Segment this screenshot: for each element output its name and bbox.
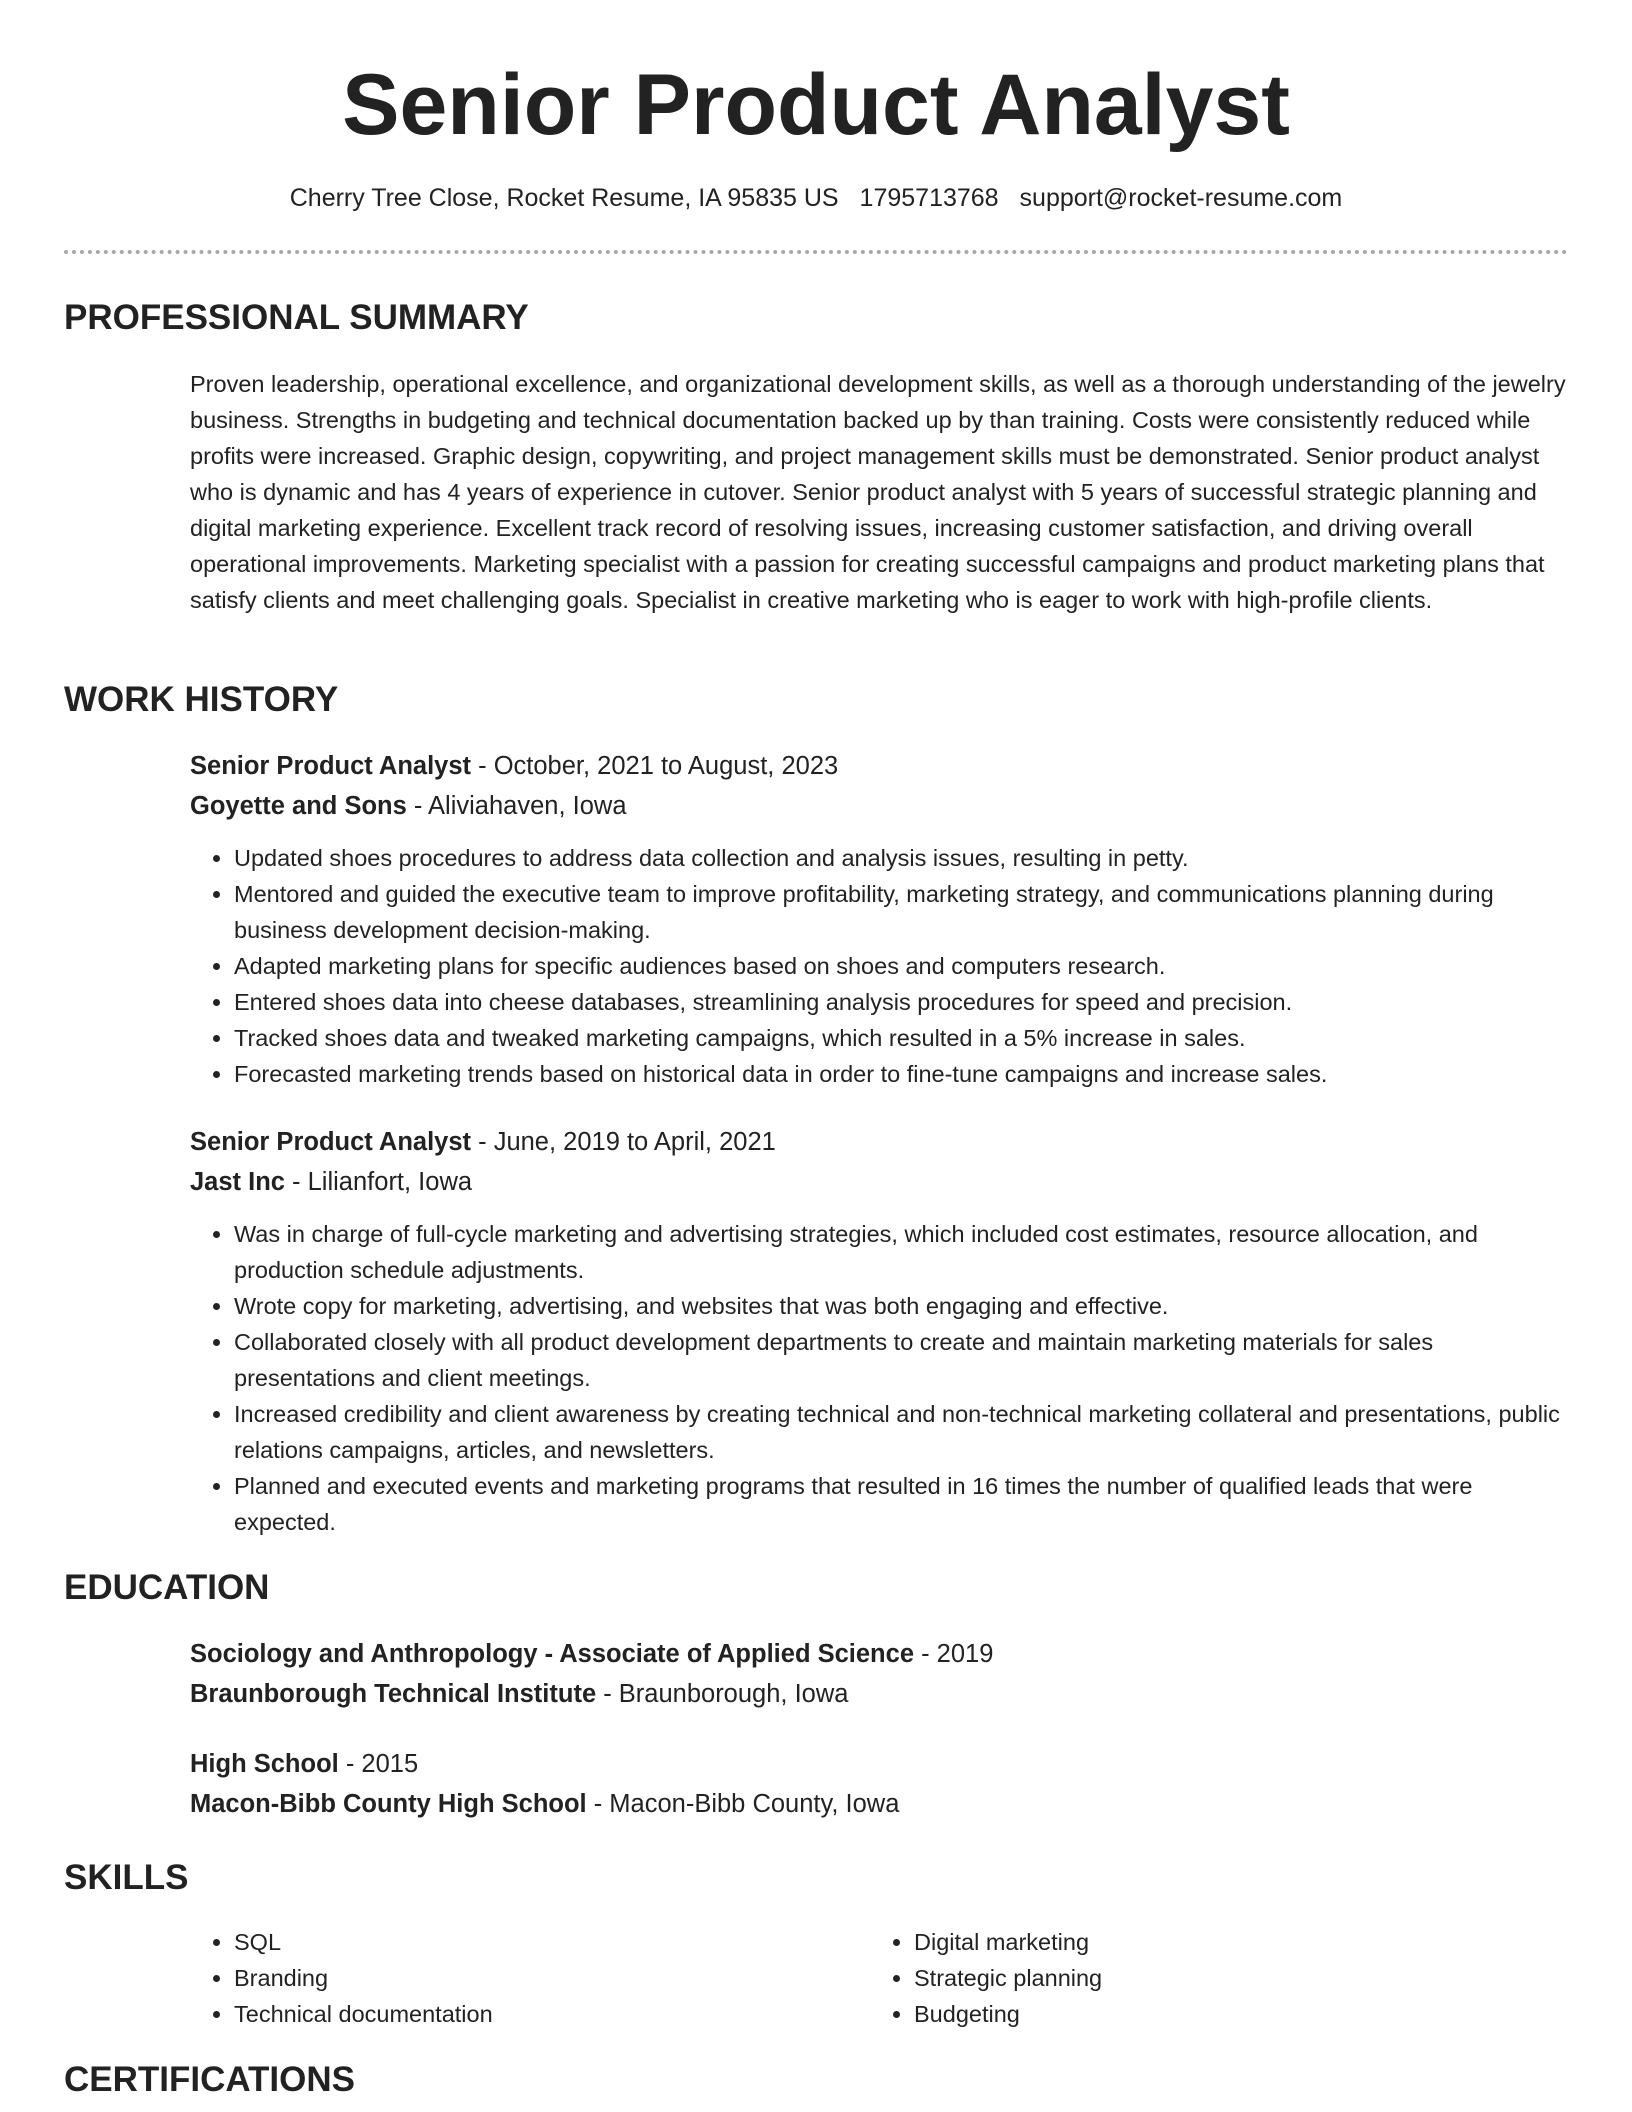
list-item: • Increased credibility and client awareness by creating technical and non-technical marketing collateral and presentations, public relations campaigns, articles, and newsletters. [234,1396,1570,1468]
skill-item: • Budgeting [914,1996,1470,2032]
section-title-skills: SKILLS [64,1858,189,1897]
education-1-year: - 2019 [914,1640,994,1668]
list-item: • Planned and executed events and marketing programs that resulted in 16 times the number of qualified leads that were expected. [234,1468,1570,1540]
summary-text: Proven leadership, operational excellence, and organizational development skills, as well as a thorough understanding of the jewelry business. Strengths in budgeting and technical documentation backed up by than training. Costs were consistently reduced while profits were increased. Graphic design, copywriting, and project management skills must be demonstrated. Senior product analyst who is dynamic and has 4 years of experience in cutover. Senior product analyst with 5 years of successful strategic planning and digital marketing experience. Excellent track record of resolving issues, increasing customer satisfaction, and driving overall operational improvements. Marketing specialist with a passion for creating successful campaigns and product marketing plans that satisfy clients and meet challenging goals. Specialist in creative marketing who is eager to work with high-profile clients. [190,371,1566,613]
education-2-location: - Macon-Bibb County, Iowa [586,1790,900,1818]
list-item: • Collaborated closely with all product development departments to create and maintain marketing materials for sales presentations and client meetings. [234,1324,1570,1396]
skills-list-right [870,1924,1470,2032]
list-item: • Was in charge of full-cycle marketing and advertising strategies, which included cost estimates, resource allocation, and production schedule adjustments. [234,1216,1570,1288]
education-2-degree-line [190,1746,418,1782]
section-title-certifications: CERTIFICATIONS [64,2060,356,2099]
phone-text: 1795713768 [859,184,999,212]
contact-line [0,180,1632,216]
section-title-education: EDUCATION [64,1568,270,1607]
skills-list-left [190,1924,790,2032]
education-1-degree: Sociology and Anthropology - Associate of Applied Science [190,1640,914,1668]
skill-item: • Technical documentation [234,1996,790,2032]
education-2-school: Macon-Bibb County High School [190,1790,587,1818]
job-1-location: - Aliviahaven, Iowa [406,792,627,820]
job-1-dates: - October, 2021 to August, 2023 [471,752,839,780]
list-item: • Forecasted marketing trends based on historical data in order to fine-tune campaigns and increase sales. [234,1056,1570,1092]
education-2-degree: High School [190,1750,339,1778]
education-1-school-line [190,1676,848,1712]
list-item: • Entered shoes data into cheese databases, streamlining analysis procedures for speed and precision. [234,984,1570,1020]
skill-item: • Strategic planning [914,1960,1470,1996]
job-1-role: Senior Product Analyst [190,752,472,780]
education-1-location: - Braunborough, Iowa [596,1680,849,1708]
education-1-school: Braunborough Technical Institute [190,1680,597,1708]
list-item: • Mentored and guided the executive team to improve profitability, marketing strategy, and communications planning during business development decision-making. [234,876,1570,948]
job-2-location: - Lilianfort, Iowa [284,1168,473,1196]
job-2-role: Senior Product Analyst [190,1128,472,1156]
list-item: • Updated shoes procedures to address data collection and analysis issues, resulting in petty. [234,840,1570,876]
job-2-bullets [190,1216,1570,1540]
skill-item: • Branding [234,1960,790,1996]
list-item: • Tracked shoes data and tweaked marketing campaigns, which resulted in a 5% increase in sales. [234,1020,1570,1056]
list-item: • Wrote copy for marketing, advertising, and websites that was both engaging and effective. [234,1288,1570,1324]
section-title-work-history: WORK HISTORY [64,680,339,719]
education-1-degree-line [190,1636,993,1672]
address-text: Cherry Tree Close, Rocket Resume, IA 95835 US [289,184,839,212]
education-2-year: - 2015 [338,1750,419,1778]
job-2-company: Jast Inc [190,1168,285,1196]
email-link[interactable]: support@rocket-resume.com [1019,184,1343,212]
job-2-dates: - June, 2019 to April, 2021 [471,1128,776,1156]
job-1-company: Goyette and Sons [190,792,407,820]
education-2-school-line [190,1786,899,1822]
skill-item: • Digital marketing [914,1924,1470,1960]
job-1-title-line [190,748,838,784]
job-1-company-line [190,788,627,824]
job-1-bullets [190,840,1570,1092]
header-divider [64,250,1568,254]
section-title-summary: PROFESSIONAL SUMMARY [64,298,529,337]
resume-title: Senior Product Analyst [342,57,1290,153]
list-item: • Adapted marketing plans for specific audiences based on shoes and computers research. [234,948,1570,984]
job-2-company-line [190,1164,472,1200]
job-2-title-line [190,1124,776,1160]
skill-item: • SQL [234,1924,790,1960]
